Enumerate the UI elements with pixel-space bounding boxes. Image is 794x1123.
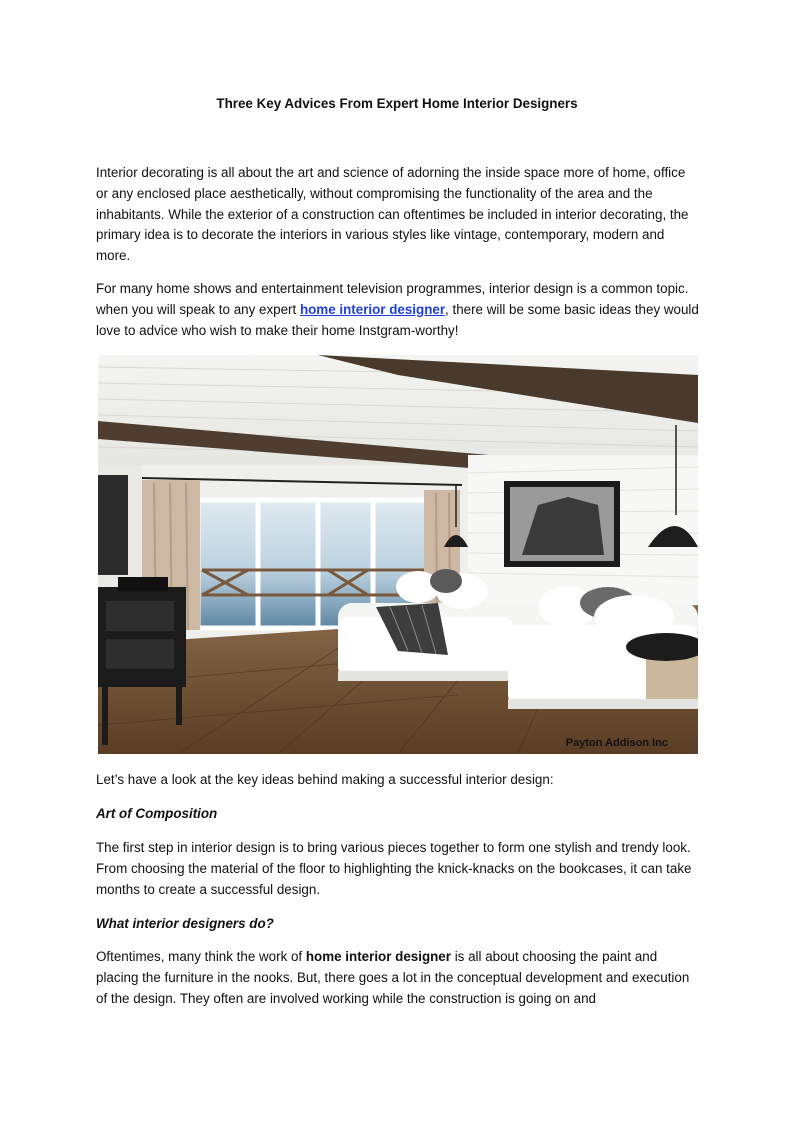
intro-paragraph: Interior decorating is all about the art and science of adorning the inside space more of home, office or any enclosed place aesthetically, without compromising the functionality of the area and the inhabitants. While the exterior of a construction can oftentimes be included in interior decorating, the primary idea is to decorate the interiors in various styles like vintage, contemporary, modern and more.: [96, 165, 689, 264]
second-paragraph-text-before: For many home shows and entertainment television programmes, interior design is a common topic. when you will speak to any expert: [96, 281, 689, 317]
section-heading-what-designers-do: What interior designers do?: [96, 916, 274, 931]
second-paragraph-text-after: , there will be some basic ideas they would love to advice who wish to make their home Instgram-worthy!: [96, 301, 699, 338]
section-heading-art-of-composition: Art of Composition: [96, 806, 218, 821]
what-designers-do-paragraph: [96, 947, 700, 1009]
home-interior-designer-link[interactable]: home interior designer: [299, 301, 446, 317]
art-of-composition-paragraph: The first step in interior design is to bring various pieces together to form one stylish and trendy look. From choosing the material of the floor to highlighting the knick-knacks on the bookcases, it can take months to create a successful design.: [96, 840, 692, 897]
photo-watermark: Payton Addison Inc: [565, 737, 668, 749]
designers-paragraph-text-after: is all about choosing the paint and placing the furniture in the nooks. But, there goes a lot in the conceptual development and execution of the design. They often are involved working while the construction is going on and: [96, 949, 690, 1006]
ideas-intro-paragraph: Let’s have a look at the key ideas behind making a successful interior design:: [96, 772, 554, 787]
designers-paragraph-text-before: Oftentimes, many think the work of: [96, 949, 306, 964]
designers-paragraph-bold-term: home interior designer: [305, 949, 451, 964]
page-title: Three Key Advices From Expert Home Interior Designers: [216, 96, 578, 111]
living-room-photo: [98, 355, 698, 754]
second-paragraph: [96, 279, 700, 341]
